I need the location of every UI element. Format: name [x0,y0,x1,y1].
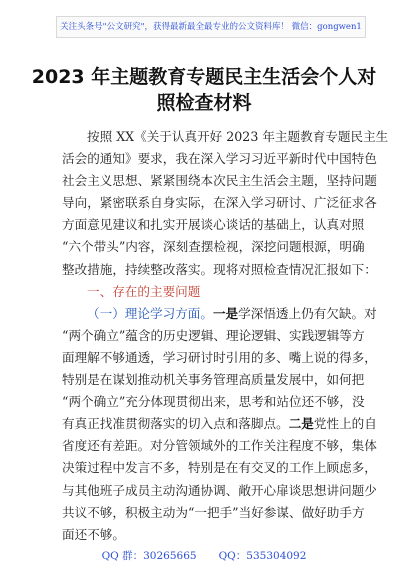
point-text: 党性上的自 [313,416,377,432]
body-line: 共议不够，积极主动为“一把手”当好参谋、做好助手方 [62,504,365,520]
subsection-heading: （一）理论学习方面。 [87,305,213,321]
body-line: 面还不够。 [62,526,125,542]
section-heading: 一、存在的主要问题 [87,283,201,299]
promo-banner: 关注头条号"公文研究"，获得最新最全最专业的公文资料库！ 微信：gongwen1 [56,16,366,38]
page-footer [0,548,408,563]
point-text: 学深悟透上仍有欠缺。对 [238,305,377,321]
body-line: “两个确立”蕴含的历史逻辑、理论逻辑、实践逻辑等方 [62,327,365,343]
footer-qq-group: QQ 群：30265665 [101,550,197,562]
body-line: 省度还有差距。对分管领域外的工作关注程度不够，集体 [62,438,377,454]
point-label: 二是 [288,416,314,432]
body-line: 社会主义思想、紧紧围绕本次民主生活会主题，坚持问题 [62,173,377,189]
body-line: 导向，紧密联系自身实际，在深入学习研讨、广泛征求各 [62,195,377,211]
document-body [62,126,389,546]
body-line [62,303,377,325]
point-label: 一是 [212,305,239,321]
footer-qq: QQ：535304092 [218,550,307,562]
body-line: 与其他班子成员主动沟通协调、敞开心扉谈思想讲问题少 [62,482,377,498]
document-title-line2: 照检查材料 [156,92,252,114]
body-line: 决策过程中发言不多，特别是在有交叉的工作上顾虑多， [62,460,377,476]
point-text: 有真正找准贯彻落实的切入点和落脚点。 [62,416,289,432]
body-line: 整改措施，持续整改落实。现将对照检查情况汇报如下： [62,261,377,277]
body-line: 方面意见建议和扎实开展谈心谈话的基础上，认真对照 [62,217,365,233]
body-line: 面理解不够通透，学习研讨时引用的多、嘴上说的得多， [62,349,377,365]
body-line: 按照 XX《关于认真开好 2023 年主题教育专题民主生 [87,129,389,144]
body-line: 特别是在谋划推动机关事务管理高质量发展中，如何把 [62,372,365,388]
body-line: “六个带头”内容，深刻查摆检视，深挖问题根源，明确 [62,239,365,255]
document-title-line1: 2023 年主题教育专题民主生活会个人对 [31,66,377,88]
body-line: 活会的通知》要求，我在深入学习习近平新时代中国特色 [62,151,377,167]
body-line [62,413,377,435]
body-line: “两个确立”充分体现贯彻出来，思考和站位还不够，没 [62,394,365,410]
